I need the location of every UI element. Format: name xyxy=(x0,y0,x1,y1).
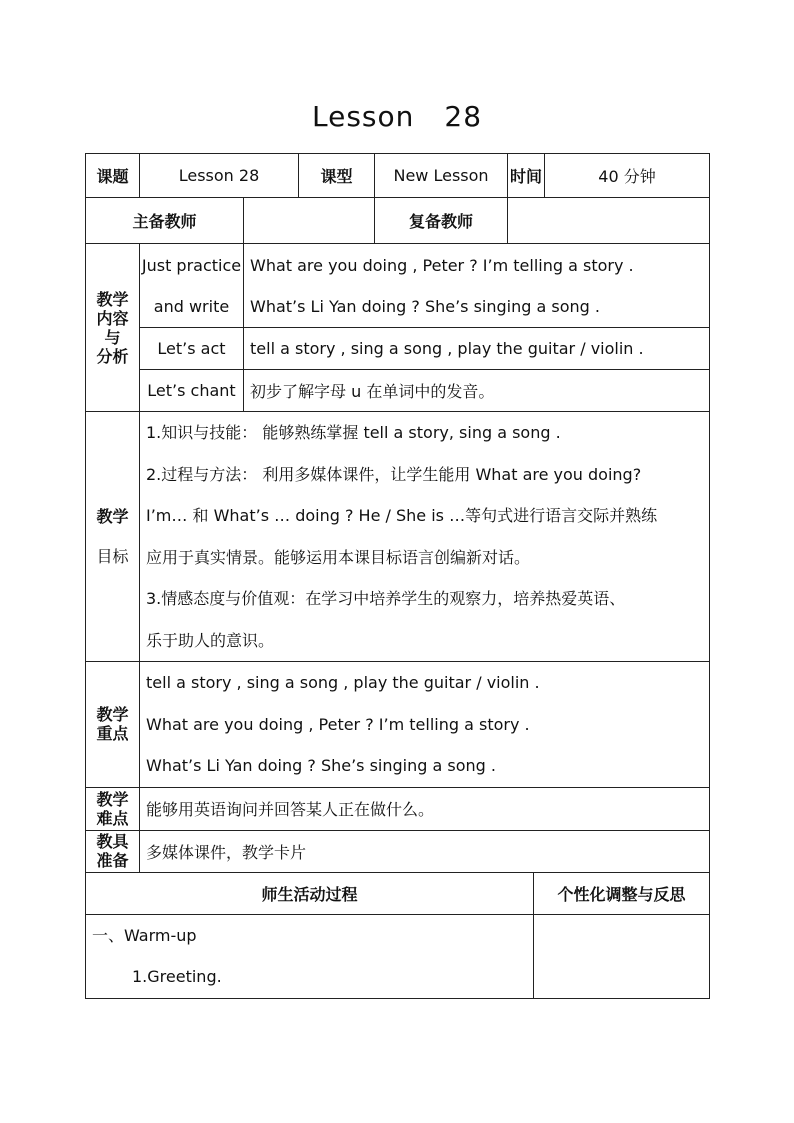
goal-line: 1.知识与技能： 能够熟练掌握 tell a story, sing a song . xyxy=(146,423,561,442)
content-row-1 xyxy=(86,244,710,328)
process-row xyxy=(86,914,710,998)
header-row xyxy=(86,154,710,198)
difficulties-label xyxy=(86,787,140,830)
type-label: 课型 xyxy=(299,154,375,198)
process-line: 一、Warm-up xyxy=(92,925,197,945)
content-text: What’s Li Yan doing ? She’s singing a song . xyxy=(250,296,600,316)
title-number: 28 xyxy=(444,100,483,133)
goal-line: 乐于助人的意识。 xyxy=(146,630,275,650)
content-label-line: 教学 xyxy=(96,289,129,309)
reflection-cell xyxy=(534,914,710,998)
goals-text xyxy=(140,412,710,662)
key-points-label xyxy=(86,662,140,788)
tools-label-line: 教具 xyxy=(96,832,129,851)
tools-text: 多媒体课件，教学卡片 xyxy=(140,830,710,872)
page-title xyxy=(0,100,794,133)
key-points-row xyxy=(86,662,710,788)
part-lets-chant: Let’s chant xyxy=(140,370,244,412)
content-row-chant xyxy=(86,370,710,412)
main-teacher-value xyxy=(244,198,375,244)
process-header-side: 个性化调整与反思 xyxy=(534,872,710,914)
process-header-row xyxy=(86,872,710,914)
content-label-line: 与 xyxy=(104,327,121,347)
goals-row xyxy=(86,412,710,662)
key-points-text xyxy=(140,662,710,788)
goals-label xyxy=(86,412,140,662)
topic-value: Lesson 28 xyxy=(140,154,299,198)
teachers-row xyxy=(86,198,710,244)
difficulties-row xyxy=(86,787,710,830)
key-point-line: tell a story , sing a song , play the guitar / violin . xyxy=(146,673,540,692)
content-text: What are you doing , Peter ? I’m telling a story . xyxy=(250,255,634,275)
time-value: 40 分钟 xyxy=(545,154,710,198)
time-label: 时间 xyxy=(508,154,545,198)
content-label-line: 内容 xyxy=(96,308,129,328)
content-text-act: tell a story , sing a song , play the guitar / violin . xyxy=(244,328,710,370)
part-just-practice xyxy=(140,244,244,328)
content-label xyxy=(86,244,140,412)
content-label-line: 分析 xyxy=(96,346,129,366)
review-teacher-label: 复备教师 xyxy=(375,198,508,244)
content-row-act xyxy=(86,328,710,370)
key-point-line: What’s Li Yan doing ? She’s singing a song . xyxy=(146,756,496,775)
part-name: Just practice xyxy=(141,255,242,275)
difficulties-text: 能够用英语询问并回答某人正在做什么。 xyxy=(140,787,710,830)
goal-line: I’m… 和 What’s … doing ? He / She is …等句式进行语言交际并熟练 xyxy=(146,506,658,525)
content-text-practice xyxy=(244,244,710,328)
process-header-main: 师生活动过程 xyxy=(86,872,534,914)
difficulty-label-line: 教学 xyxy=(96,789,129,809)
goals-label-line: 目标 xyxy=(96,546,129,566)
key-label-line: 教学 xyxy=(96,705,129,725)
part-lets-act: Let’s act xyxy=(140,328,244,370)
key-label-line: 重点 xyxy=(96,724,129,744)
content-text-chant: 初步了解字母 u 在单词中的发音。 xyxy=(244,370,710,412)
difficulty-label-line: 难点 xyxy=(96,808,129,828)
goals-label-line: 教学 xyxy=(96,506,129,526)
process-text xyxy=(86,914,534,998)
part-name: and write xyxy=(153,296,230,316)
goal-line: 应用于真实情景。能够运用本课目标语言创编新对话。 xyxy=(146,547,531,567)
review-teacher-value xyxy=(508,198,710,244)
tools-label xyxy=(86,830,140,872)
tools-row xyxy=(86,830,710,872)
topic-label: 课题 xyxy=(86,154,140,198)
main-teacher-label: 主备教师 xyxy=(86,198,244,244)
goal-line: 3.情感态度与价值观：在学习中培养学生的观察力，培养热爱英语、 xyxy=(146,589,626,608)
key-point-line: What are you doing , Peter ? I’m telling a story . xyxy=(146,714,530,734)
tools-label-line: 准备 xyxy=(96,851,129,870)
lesson-plan-table xyxy=(85,153,710,999)
process-line: 1.Greeting. xyxy=(132,967,222,986)
goal-line: 2.过程与方法： 利用多媒体课件，让学生能用 What are you doing? xyxy=(146,464,642,484)
title-word: Lesson xyxy=(311,100,415,133)
type-value: New Lesson xyxy=(375,154,508,198)
